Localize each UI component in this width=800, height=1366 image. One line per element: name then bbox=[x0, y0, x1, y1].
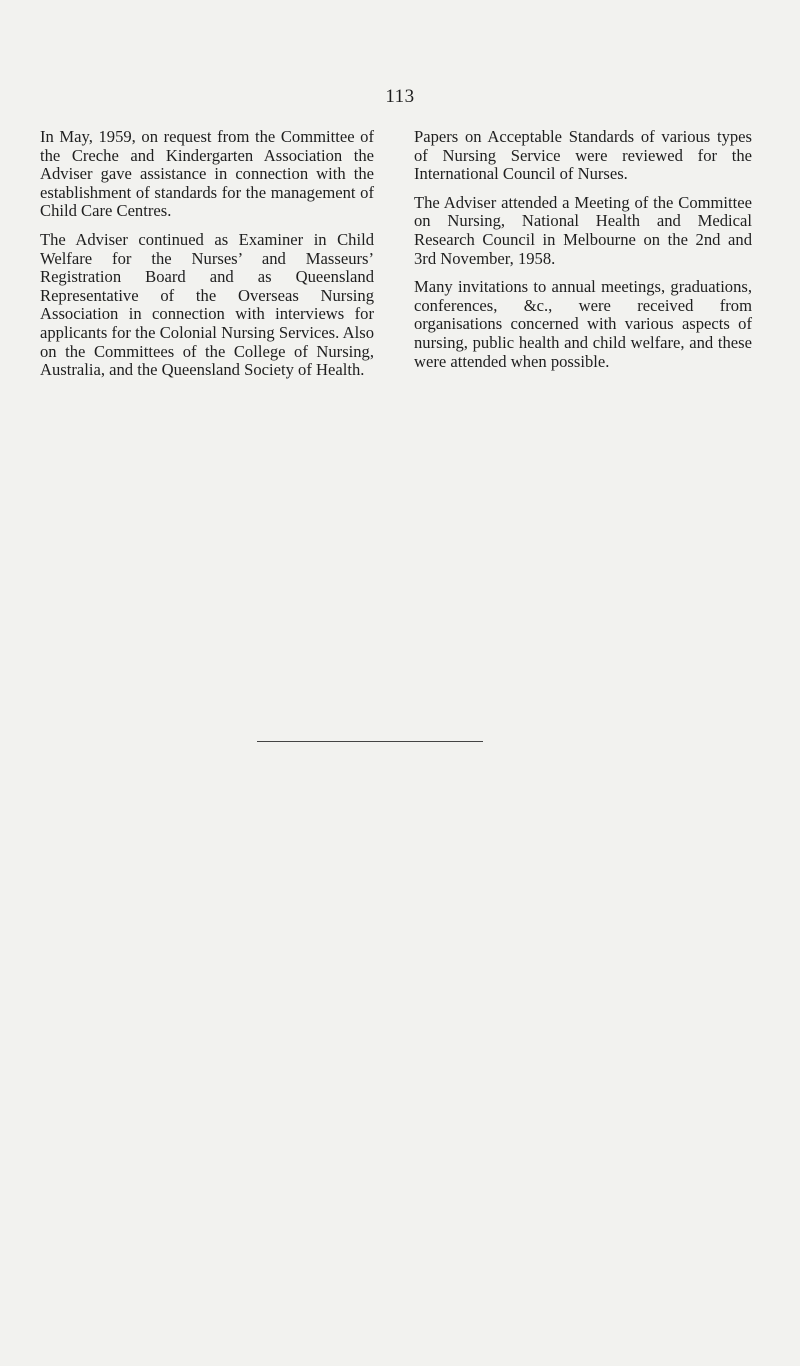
section-divider bbox=[257, 741, 483, 742]
paragraph-invitations: Many invitations to annual meetings, graduations, conferences, &c., were received from organisations concerned with various aspects of nursing, public health and child welfare, and these were attended when possible. bbox=[414, 277, 752, 371]
left-column bbox=[40, 128, 374, 390]
paragraph-meeting-committee: The Adviser attended a Meeting of the Committee on Nursing, National Health and Medical Research Council in Melbourne on the 2nd and 3rd November, 1958. bbox=[414, 192, 752, 268]
paragraph-creche-standards: In May, 1959, on request from the Committee of the Creche and Kindergarten Association the Adviser gave assistance in connection with the establishment of standards for the management of Child Care Centres. bbox=[40, 127, 374, 221]
right-column bbox=[414, 128, 752, 381]
page-number: 113 bbox=[385, 86, 415, 107]
paragraph-examiner-role: The Adviser continued as Examiner in Child Welfare for the Nurses’ and Masseurs’ Registration Board and as Queensland Representative of the Overseas Nursing Association in connection with interviews for applicants for the Colonial Nursing Services. Also on the Committees of the College of Nursing, Australia, and the Queensland Society of Health. bbox=[40, 229, 374, 380]
paragraph-acceptable-standards: Papers on Acceptable Standards of various types of Nursing Service were reviewed for the International Council of Nurses. bbox=[414, 127, 752, 184]
